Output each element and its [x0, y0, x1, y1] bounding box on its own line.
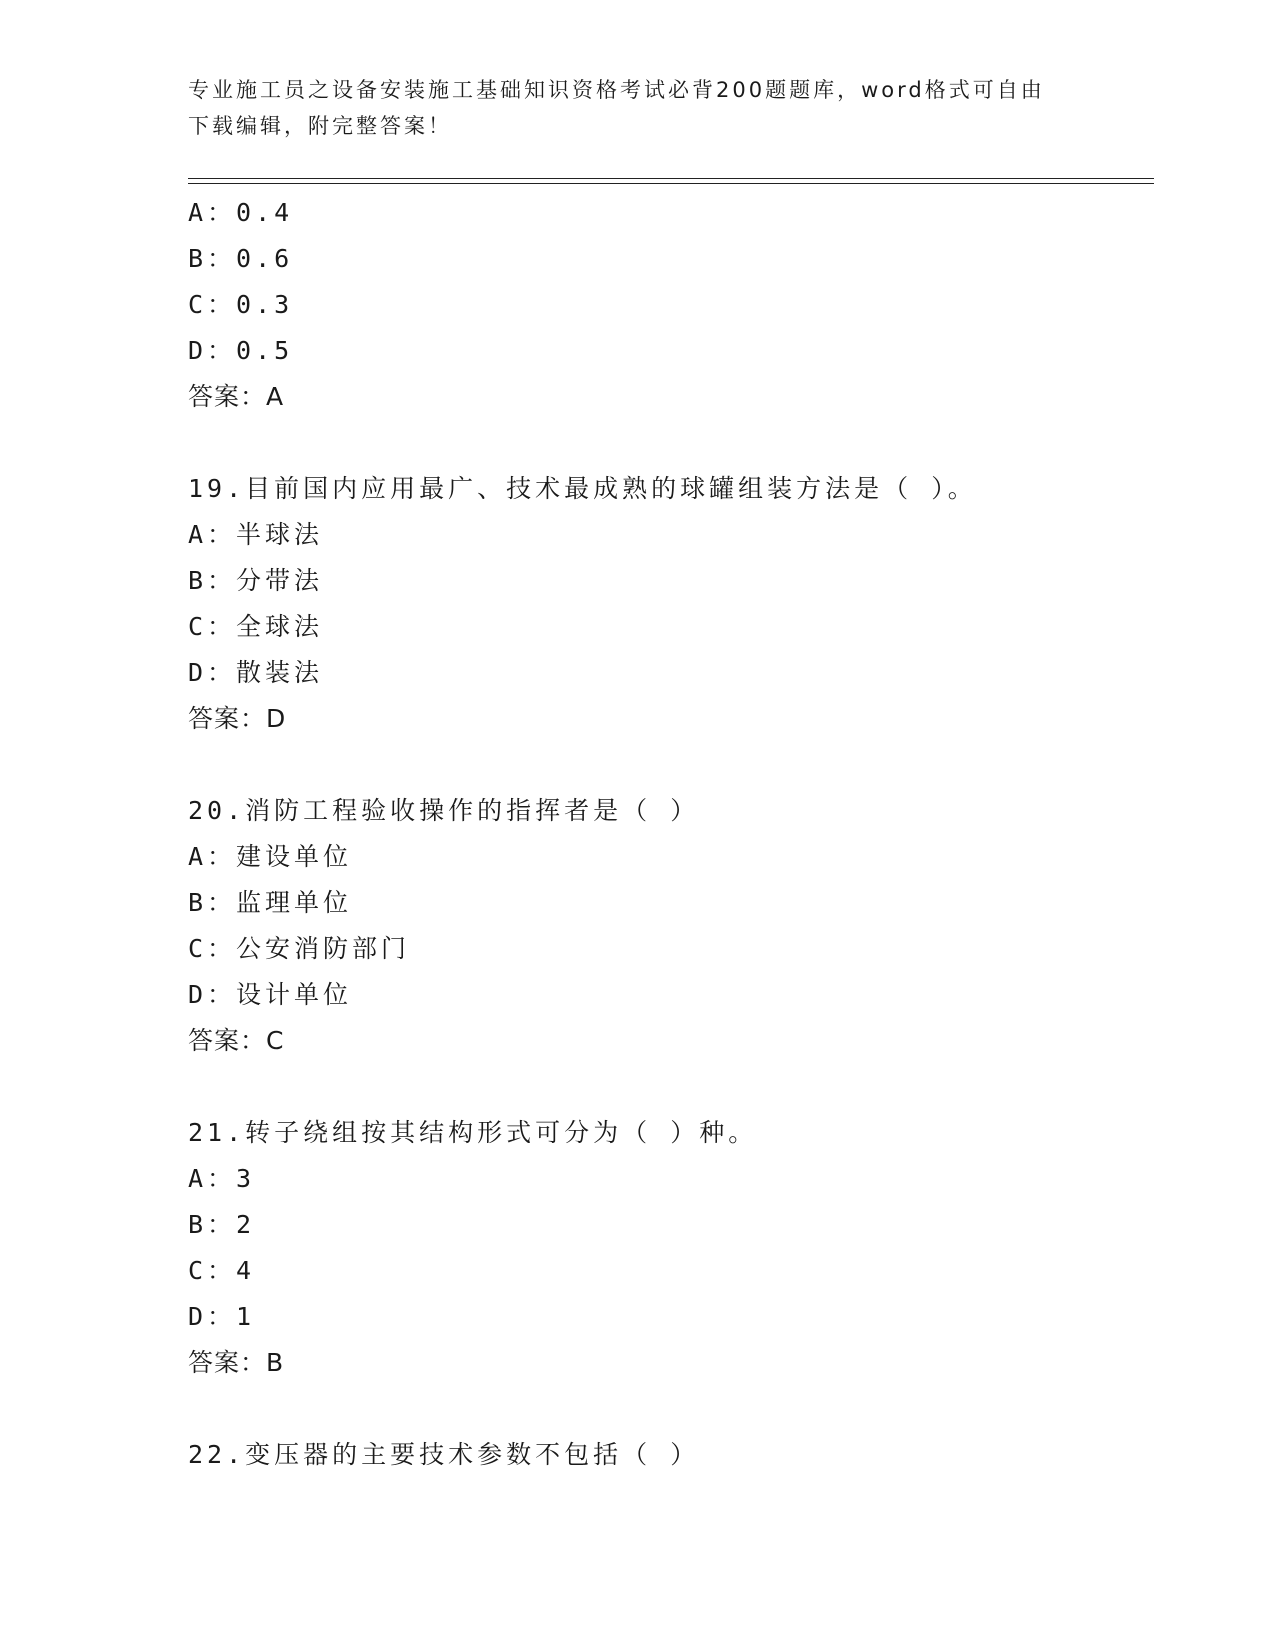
spacer — [188, 420, 1148, 466]
question-text: 20.消防工程验收操作的指挥者是（ ） — [188, 796, 700, 825]
question-block-19 — [188, 466, 1148, 742]
option-b: B：2 — [188, 1210, 256, 1239]
option-a: A：3 — [188, 1164, 256, 1193]
question-block-21 — [188, 1110, 1148, 1386]
option-d: D：散装法 — [188, 658, 324, 687]
option-c: C：0.3 — [188, 290, 294, 319]
question-text: 21.转子绕组按其结构形式可分为（ ）种。 — [188, 1118, 758, 1147]
spacer — [188, 1386, 1148, 1432]
header-line-1: 专业施工员之设备安装施工基础知识资格考试必背200题题库，word格式可自由 — [188, 78, 1045, 102]
header-divider-bottom — [188, 183, 1154, 184]
option-c: C：4 — [188, 1256, 256, 1285]
document-header — [188, 72, 1088, 144]
question-text: 19.目前国内应用最广、技术最成熟的球罐组装方法是（ ）。 — [188, 474, 977, 503]
option-a: A：半球法 — [188, 520, 324, 549]
question-list — [188, 190, 1148, 1478]
option-b: B：分带法 — [188, 566, 324, 595]
option-d: D：0.5 — [188, 336, 294, 365]
question-block-20 — [188, 788, 1148, 1064]
question-text: 22.变压器的主要技术参数不包括（ ） — [188, 1440, 700, 1469]
question-block-22 — [188, 1432, 1148, 1478]
option-c: C：公安消防部门 — [188, 934, 411, 963]
answer-line: 答案：C — [188, 1026, 285, 1055]
answer-line: 答案：A — [188, 382, 285, 411]
spacer — [188, 742, 1148, 788]
answer-line: 答案：B — [188, 1348, 285, 1377]
answer-line: 答案：D — [188, 704, 287, 733]
option-a: A：0.4 — [188, 198, 294, 227]
option-a: A：建设单位 — [188, 842, 353, 871]
spacer — [188, 1064, 1148, 1110]
question-block-18 — [188, 190, 1148, 420]
header-divider-top — [188, 178, 1154, 179]
header-line-2: 下载编辑，附完整答案！ — [188, 114, 452, 138]
option-b: B：监理单位 — [188, 888, 353, 917]
option-d: D：设计单位 — [188, 980, 353, 1009]
option-d: D：1 — [188, 1302, 256, 1331]
option-b: B：0.6 — [188, 244, 294, 273]
option-c: C：全球法 — [188, 612, 324, 641]
